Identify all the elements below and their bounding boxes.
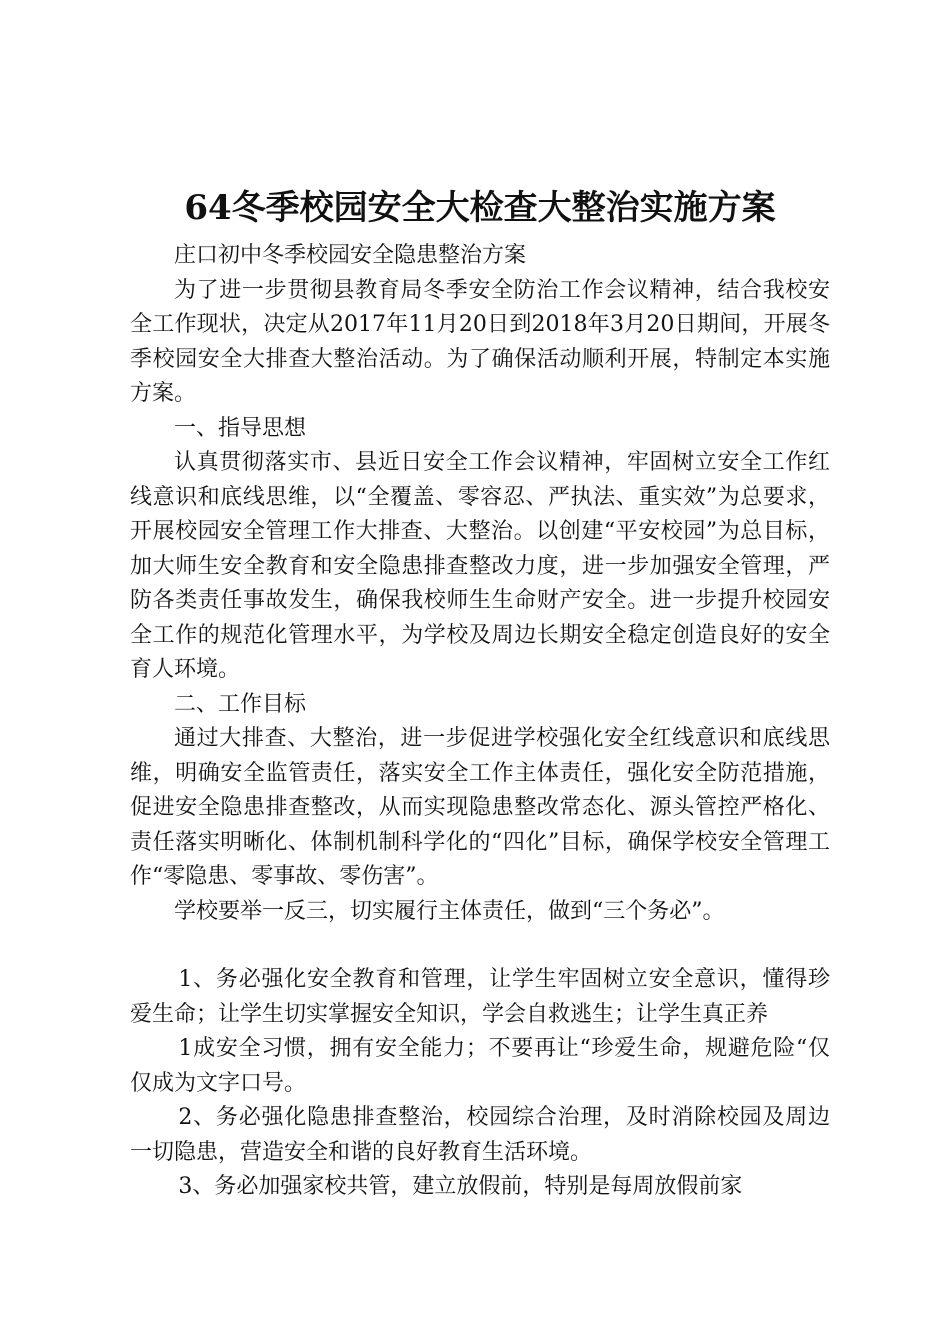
document-page (130, 185, 830, 1205)
section-heading-work-goals: 二、工作目标 (174, 691, 307, 717)
three-musts-paragraph: 学校要举一反三，切实履行主体责任，做到“三个务必”。 (174, 898, 725, 924)
subtitle-paragraph: 庄口初中冬季校园安全隐患整治方案 (174, 243, 527, 268)
must-item-2: 2、务必强化隐患排查整治，校园综合治理，及时消除校园及周边一切隐患，营造安全和谐的良好教育生活环境。 (130, 1105, 830, 1165)
blank-line (130, 929, 830, 963)
document-title: 64冬季校园安全大检查大整治实施方案 (184, 188, 776, 228)
must-item-1: 1、务必强化安全教育和管理，让学生牢固树立安全意识，懂得珍爱生命；让学生切实掌握安全知识，学会自救逃生；让学生真正养 (130, 967, 830, 1027)
section-heading-guiding-thought: 一、指导思想 (174, 415, 307, 441)
must-item-1-continued: 1成安全习惯，拥有安全能力；不要再让“珍爱生命，规避危险“仅仅成为文字口号。 (130, 1036, 830, 1096)
intro-paragraph: 为了进一步贯彻县教育局冬季安全防治工作会议精神，结合我校安全工作现状，决定从2017年11月20日到2018年3月20日期间，开展冬季校园安全大排查大整治活动。为了确保活动顺利开展，特制定本实施方案。 (130, 277, 830, 406)
must-item-3: 3、务必加强家校共管，建立放假前，特别是每周放假前家 (178, 1174, 743, 1199)
guiding-thought-paragraph: 认真贯彻落实市、县近日安全工作会议精神，牢固树立安全工作红线意识和底线思维，以“全覆盖、零容忍、严执法、重实效”为总要求，开展校园安全管理工作大排查、大整治。以创建“平安校园”为总目标，加大师生安全教育和安全隐患排查整改力度，进一步加强安全管理，严防各类责任事故发生，确保我校师生生命财产安全。进一步提升校园安全工作的规范化管理水平，为学校及周边长期安全稳定创造良好的安全育人环境。 (130, 450, 830, 682)
work-goals-paragraph: 通过大排查、大整治，进一步促进学校强化安全红线意识和底线思维，明确安全监管责任，落实安全工作主体责任，强化安全防范措施，促进安全隐患排查整改，从而实现隐患整改常态化、源头管控严格化、责任落实明晰化、体制机制科学化的“四化”目标，确保学校安全管理工作“零隐患、零事故、零伤害”。 (130, 726, 830, 889)
